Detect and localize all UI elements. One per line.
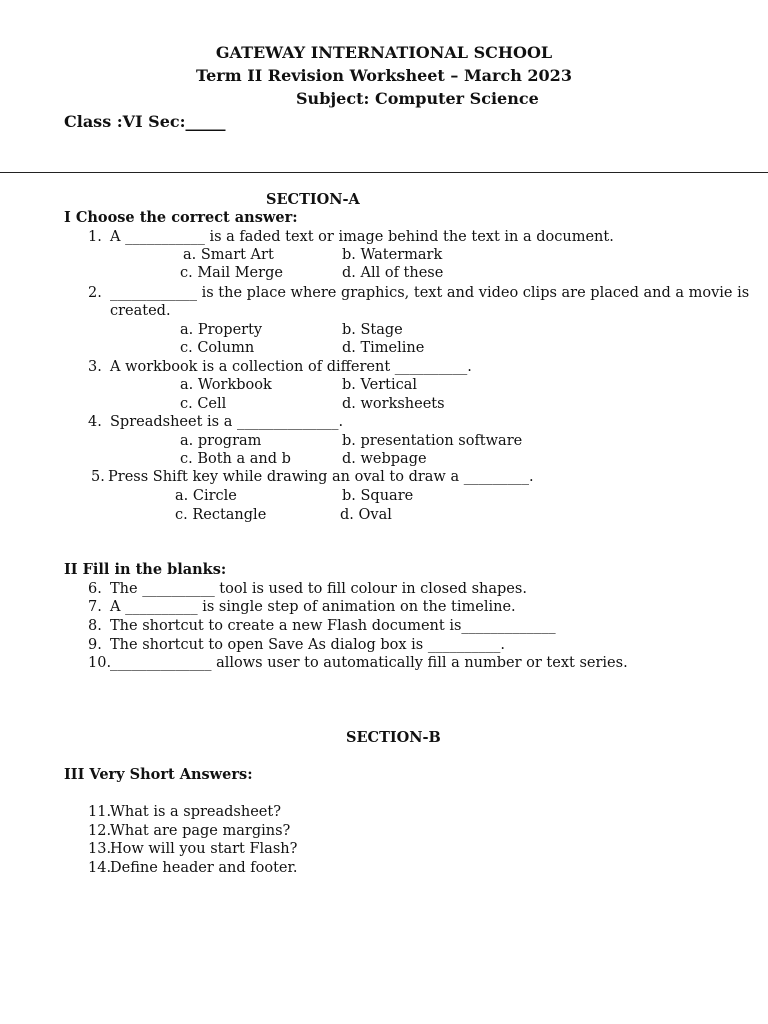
question-number: 4. bbox=[88, 414, 102, 430]
short-answer-item: Define header and footer. bbox=[110, 860, 298, 876]
option-d: d. Oval bbox=[340, 507, 392, 523]
option-c: c. Mail Merge bbox=[180, 265, 283, 281]
question-text: Spreadsheet is a ______________. bbox=[110, 414, 344, 430]
fill-blank-item: The __________ tool is used to fill colour in closed shapes. bbox=[110, 581, 527, 597]
question-text: Press Shift key while drawing an oval to draw a _________. bbox=[108, 469, 534, 485]
option-c: c. Cell bbox=[180, 396, 227, 412]
section-a-title: SECTION-A bbox=[266, 191, 360, 208]
option-a: a. Circle bbox=[175, 488, 237, 504]
part3-title: III Very Short Answers: bbox=[64, 766, 253, 783]
subject-line: Subject: Computer Science bbox=[296, 89, 539, 108]
short-answer-item: How will you start Flash? bbox=[110, 841, 298, 857]
option-b: b. Stage bbox=[342, 322, 403, 338]
short-answer-item: What is a spreadsheet? bbox=[110, 804, 281, 820]
question-number: 2. bbox=[88, 285, 102, 301]
option-d: d. All of these bbox=[342, 265, 444, 281]
question-text-continued: created. bbox=[110, 303, 171, 319]
item-number: 12. bbox=[88, 823, 112, 839]
header-divider bbox=[0, 172, 768, 173]
item-number: 13. bbox=[88, 841, 112, 857]
fill-blank-item: The shortcut to open Save As dialog box is __________. bbox=[110, 637, 505, 653]
option-c: c. Rectangle bbox=[175, 507, 267, 523]
item-number: 10. bbox=[88, 655, 112, 671]
option-d: d. worksheets bbox=[342, 396, 445, 412]
question-number: 5. bbox=[91, 469, 105, 485]
section-b-title: SECTION-B bbox=[346, 729, 441, 746]
item-number: 7. bbox=[88, 599, 102, 615]
item-number: 9. bbox=[88, 637, 102, 653]
option-d: d. webpage bbox=[342, 451, 427, 467]
question-text: ____________ is the place where graphics, text and video clips are placed and a movie is bbox=[110, 285, 750, 301]
part2-title: II Fill in the blanks: bbox=[64, 561, 227, 578]
worksheet-title: Term II Revision Worksheet – March 2023 bbox=[196, 66, 572, 85]
option-b: b. Square bbox=[342, 488, 414, 504]
option-a: a. Workbook bbox=[180, 377, 272, 393]
question-number: 1. bbox=[88, 229, 102, 245]
fill-blank-item: The shortcut to create a new Flash document is_____________ bbox=[110, 618, 556, 634]
item-number: 6. bbox=[88, 581, 102, 597]
option-b: b. Vertical bbox=[342, 377, 418, 393]
option-c: c. Both a and b bbox=[180, 451, 291, 467]
option-b: b. presentation software bbox=[342, 433, 523, 449]
option-c: c. Column bbox=[180, 340, 255, 356]
question-number: 3. bbox=[88, 359, 102, 375]
fill-blank-item: A __________ is single step of animation on the timeline. bbox=[110, 599, 516, 615]
option-a: a. program bbox=[180, 433, 262, 449]
class-section-line: Class :VI Sec:_____ bbox=[64, 112, 226, 131]
option-a: a. Smart Art bbox=[183, 247, 274, 263]
item-number: 8. bbox=[88, 618, 102, 634]
question-text: A ___________ is a faded text or image behind the text in a document. bbox=[110, 229, 614, 245]
item-number: 11. bbox=[88, 804, 112, 820]
question-text: A workbook is a collection of different __________. bbox=[110, 359, 472, 375]
option-a: a. Property bbox=[180, 322, 263, 338]
fill-blank-item: ______________ allows user to automatically fill a number or text series. bbox=[110, 655, 628, 671]
part1-title: I Choose the correct answer: bbox=[64, 209, 298, 226]
option-d: d. Timeline bbox=[342, 340, 425, 356]
item-number: 14. bbox=[88, 860, 112, 876]
option-b: b. Watermark bbox=[342, 247, 443, 263]
school-name: GATEWAY INTERNATIONAL SCHOOL bbox=[215, 43, 553, 62]
short-answer-item: What are page margins? bbox=[110, 823, 291, 839]
